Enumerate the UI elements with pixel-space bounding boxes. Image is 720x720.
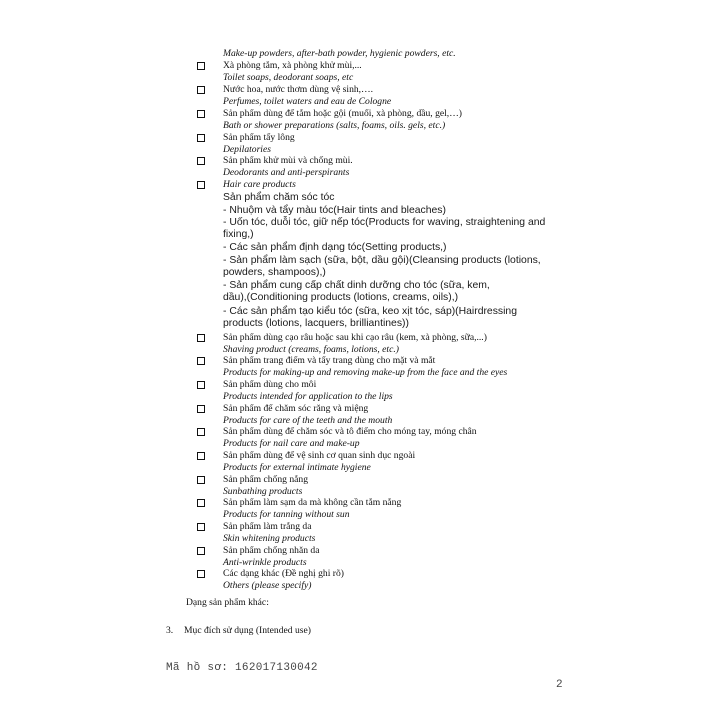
item-en: Products for tanning without sun xyxy=(223,509,350,520)
item-vi: Sản phẩm dùng để chăm sóc và tô điểm cho móng tay, móng chân xyxy=(223,426,477,437)
hair-care-line: - Sản phẩm cung cấp chất dinh dưỡng cho tóc (sữa, kem, xyxy=(223,280,490,291)
item-vi: Sản phẩm tẩy lông xyxy=(223,132,295,143)
checkbox-lips[interactable] xyxy=(197,381,205,389)
section-label: Mục đích sử dụng (Intended use) xyxy=(184,625,311,636)
item-en: Depilatories xyxy=(223,144,271,155)
item-en: Deodorants and anti-perspirants xyxy=(223,167,350,178)
item-en: Products for external intimate hygiene xyxy=(223,462,371,473)
checkbox-sunbathing[interactable] xyxy=(197,476,205,484)
item-en: Products for care of the teeth and the mouth xyxy=(223,415,393,426)
checkbox-intimate-hygiene[interactable] xyxy=(197,452,205,460)
item-vi: Xà phòng tắm, xà phòng khử mùi,... xyxy=(223,60,362,71)
item-vi: Sản phẩm dùng để tắm hoặc gội (muối, xà phòng, dầu, gel,…) xyxy=(223,108,462,119)
dossier-code: Mã hồ sơ: 162017130042 xyxy=(166,662,318,674)
item-vi: Sản phẩm dùng cạo râu hoặc sau khi cạo râu (kem, xà phòng, sữa,...) xyxy=(223,332,487,343)
checkbox-tanning[interactable] xyxy=(197,499,205,507)
hair-care-line: products (lotions, lacquers, brilliantines)) xyxy=(223,318,409,329)
item-en: Sunbathing products xyxy=(223,486,303,497)
item-vi: Sản phẩm dùng cho môi xyxy=(223,379,317,390)
item-vi: Sản phẩm trang điểm và tẩy trang dùng cho mặt và mắt xyxy=(223,355,436,366)
item-en: Others (please specify) xyxy=(223,580,312,591)
item-en: Products for nail care and make-up xyxy=(223,438,360,449)
item-vi: Các dạng khác (Đề nghị ghi rõ) xyxy=(223,568,344,579)
hair-care-line: dầu),(Conditioning products (lotions, creams, oils),) xyxy=(223,292,459,303)
hair-care-line: powders, shampoos),) xyxy=(223,267,326,278)
hair-care-title: Sản phẩm chăm sóc tóc xyxy=(223,192,335,203)
item-vi: Sản phẩm dùng để vệ sinh cơ quan sinh dục ngoài xyxy=(223,450,416,461)
section-number: 3. xyxy=(166,625,174,636)
item-vi: Sản phẩm làm trắng da xyxy=(223,521,312,532)
item-vi: Nước hoa, nước thơm dùng vệ sinh,…. xyxy=(223,84,374,95)
checkbox-skin-whitening[interactable] xyxy=(197,523,205,531)
checkbox-deodorants[interactable] xyxy=(197,157,205,165)
checkbox-anti-wrinkle[interactable] xyxy=(197,547,205,555)
checkbox-teeth-mouth[interactable] xyxy=(197,405,205,413)
hair-care-line: fixing,) xyxy=(223,229,254,240)
item-vi: Sản phẩm để chăm sóc răng và miệng xyxy=(223,403,369,414)
checkbox-make-up[interactable] xyxy=(197,357,205,365)
checkbox-others[interactable] xyxy=(197,570,205,578)
item-en: Shaving product (creams, foams, lotions, etc.) xyxy=(223,344,399,355)
hair-care-line: - Sản phẩm làm sạch (sữa, bột, dầu gội)(Cleansing products (lotions, xyxy=(223,255,541,266)
item-vi: Sản phẩm làm sạm da mà không cần tắm nắng xyxy=(223,497,402,508)
other-forms-label: Dạng sản phẩm khác: xyxy=(186,597,269,608)
checkbox-depilatories[interactable] xyxy=(197,134,205,142)
item-en: Perfumes, toilet waters and eau de Cologne xyxy=(223,96,392,107)
item-en: Hair care products xyxy=(223,179,296,190)
checkbox-perfumes[interactable] xyxy=(197,86,205,94)
checkbox-bath-preparations[interactable] xyxy=(197,110,205,118)
checkbox-toilet-soaps[interactable] xyxy=(197,62,205,70)
item-en: Products intended for application to the lips xyxy=(223,391,393,402)
item-vi: Sản phẩm chống nắng xyxy=(223,474,308,485)
item-en: Products for making-up and removing make-up from the face and the eyes xyxy=(223,367,508,378)
section-3-heading xyxy=(166,625,311,636)
hair-care-line: - Nhuộm và tẩy màu tóc(Hair tints and bleaches) xyxy=(223,205,446,216)
item-en-intro: Make-up powders, after-bath powder, hygienic powders, etc. xyxy=(223,48,456,59)
page-number: 2 xyxy=(556,679,563,691)
item-vi: Sản phẩm khử mùi và chống mùi. xyxy=(223,155,353,166)
checkbox-nail-care[interactable] xyxy=(197,428,205,436)
hair-care-line: - Uốn tóc, duỗi tóc, giữ nếp tóc(Products for waving, straightening and xyxy=(223,217,546,228)
item-en: Bath or shower preparations (salts, foams, oils. gels, etc.) xyxy=(223,120,446,131)
hair-care-line: - Các sản phẩm tạo kiểu tóc (sữa, keo xịt tóc, sáp)(Hairdressing xyxy=(223,306,517,317)
item-vi: Sản phẩm chống nhăn da xyxy=(223,545,320,556)
item-en: Anti-wrinkle products xyxy=(223,557,307,568)
item-en: Toilet soaps, deodorant soaps, etc xyxy=(223,72,354,83)
item-en: Skin whitening products xyxy=(223,533,316,544)
hair-care-line: - Các sản phẩm định dạng tóc(Setting products,) xyxy=(223,242,447,253)
checkbox-hair-care[interactable] xyxy=(197,181,205,189)
checkbox-shaving[interactable] xyxy=(197,334,205,342)
